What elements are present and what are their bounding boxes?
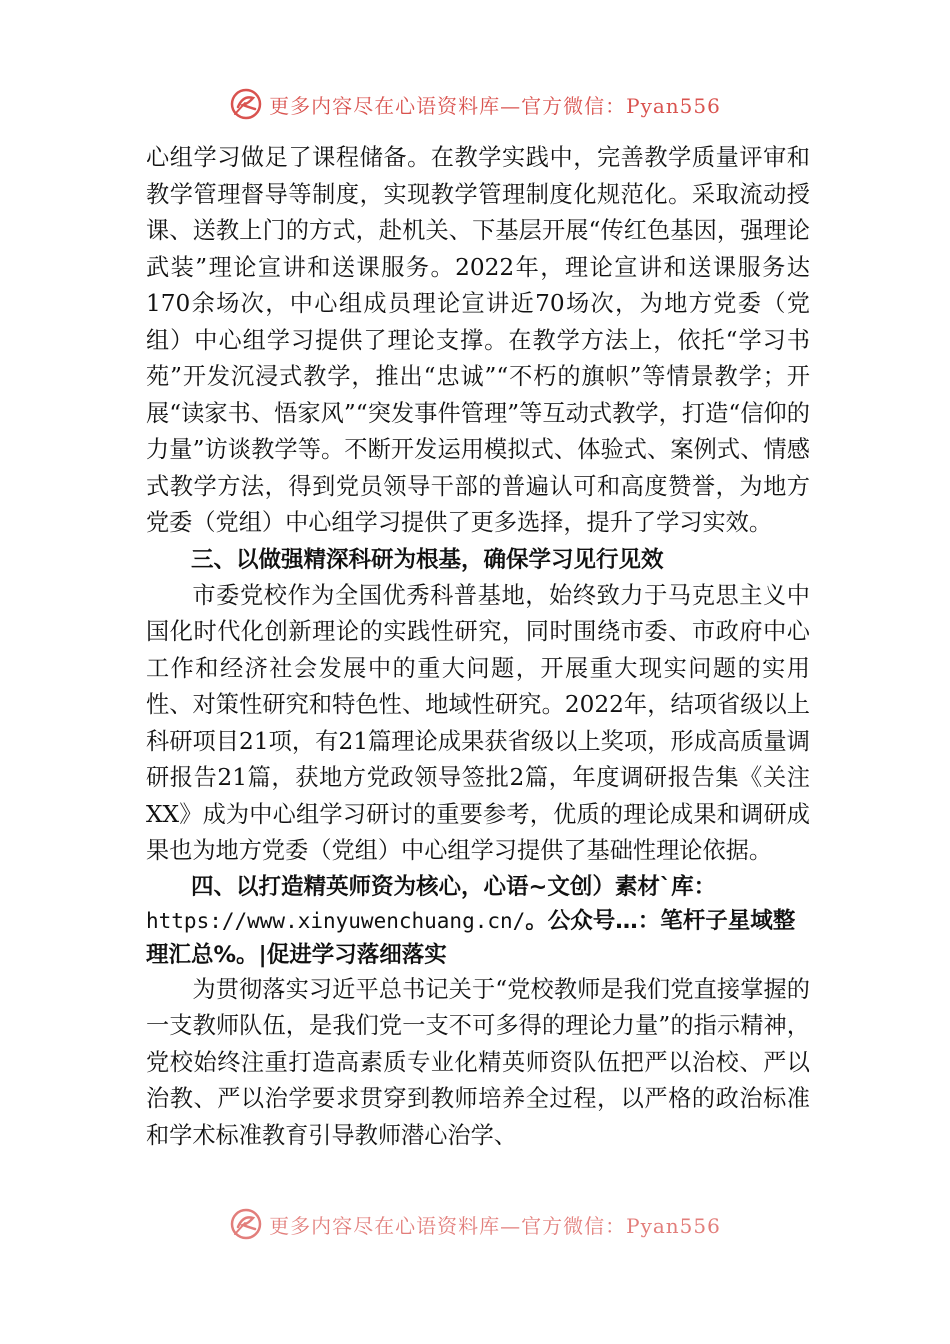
logo-icon xyxy=(229,1207,263,1241)
logo-icon xyxy=(229,87,263,121)
heading-4-suffix: 。公众号…：笔杆子星域整理汇总%。|促进学习落细落实 xyxy=(146,907,796,968)
header-watermark xyxy=(0,84,950,124)
resource-url: https://www.xinyuwenchuang.cn/ xyxy=(146,908,526,933)
watermark-text: 更多内容尽在心语资料库—官方微信：Pyan556 xyxy=(269,93,721,118)
paragraph-2: 市委党校作为全国优秀科普基地，始终致力于马克思主义中国化时代化创新理论的实践性研究，同时围绕市委、市政府中心工作和经济社会发展中的重大问题，开展重大现实问题的实用性、对策性研究和特色性、地域性研究。2022年，结项省级以上科研项目21项，有21篇理论成果获省级以上奖项，形成高质量调研报告21篇，获地方党政领导签批2篇，年度调研报告集《关注XX》成为中心组学习研讨的重要参考，优质的理论成果和调研成果也为地方党委（党组）中心组学习提供了基础性理论依据。 xyxy=(146,581,810,864)
document-body xyxy=(146,140,810,1154)
heading-4-title: 四、以打造精英师资为核心，心语~文创）素材`库： xyxy=(191,873,717,900)
watermark-text: 更多内容尽在心语资料库—官方微信：Pyan556 xyxy=(269,1213,721,1238)
paragraph-3: 为贯彻落实习近平总书记关于“党校教师是我们党直接掌握的一支教师队伍，是我们党一支不可多得的理论力量”的指示精神，党校始终注重打造高素质专业化精英师资队伍把严以治校、严以治教、严以治学要求贯穿到教师培养全过程，以严格的政治标准和学术标准教育引导教师潜心治学、 xyxy=(146,975,810,1149)
footer-watermark xyxy=(0,1204,950,1244)
section-heading-4 xyxy=(146,870,810,972)
section-heading-3: 三、以做强精深科研为根基，确保学习见行见效 xyxy=(191,546,664,573)
paragraph-1: 心组学习做足了课程储备。在教学实践中，完善教学质量评审和教学管理督导等制度，实现教学管理制度化规范化。采取流动授课、送教上门的方式，赴机关、下基层开展“传红色基因，强理论武装”理论宣讲和送课服务。2022年，理论宣讲和送课服务达170余场次，中心组成员理论宣讲近70场次，为地方党委（党组）中心组学习提供了理论支撑。在教学方法上，依托“学习书苑”开发沉浸式教学，推出“忠诚”“不朽的旗帜”等情景教学；开展“读家书、悟家风”“突发事件管理”等互动式教学，打造“信仰的力量”访谈教学等。不断开发运用模拟式、体验式、案例式、情感式教学方法，得到党员领导干部的普遍认可和高度赞誉，为地方党委（党组）中心组学习提供了更多选择，提升了学习实效。 xyxy=(146,144,810,536)
